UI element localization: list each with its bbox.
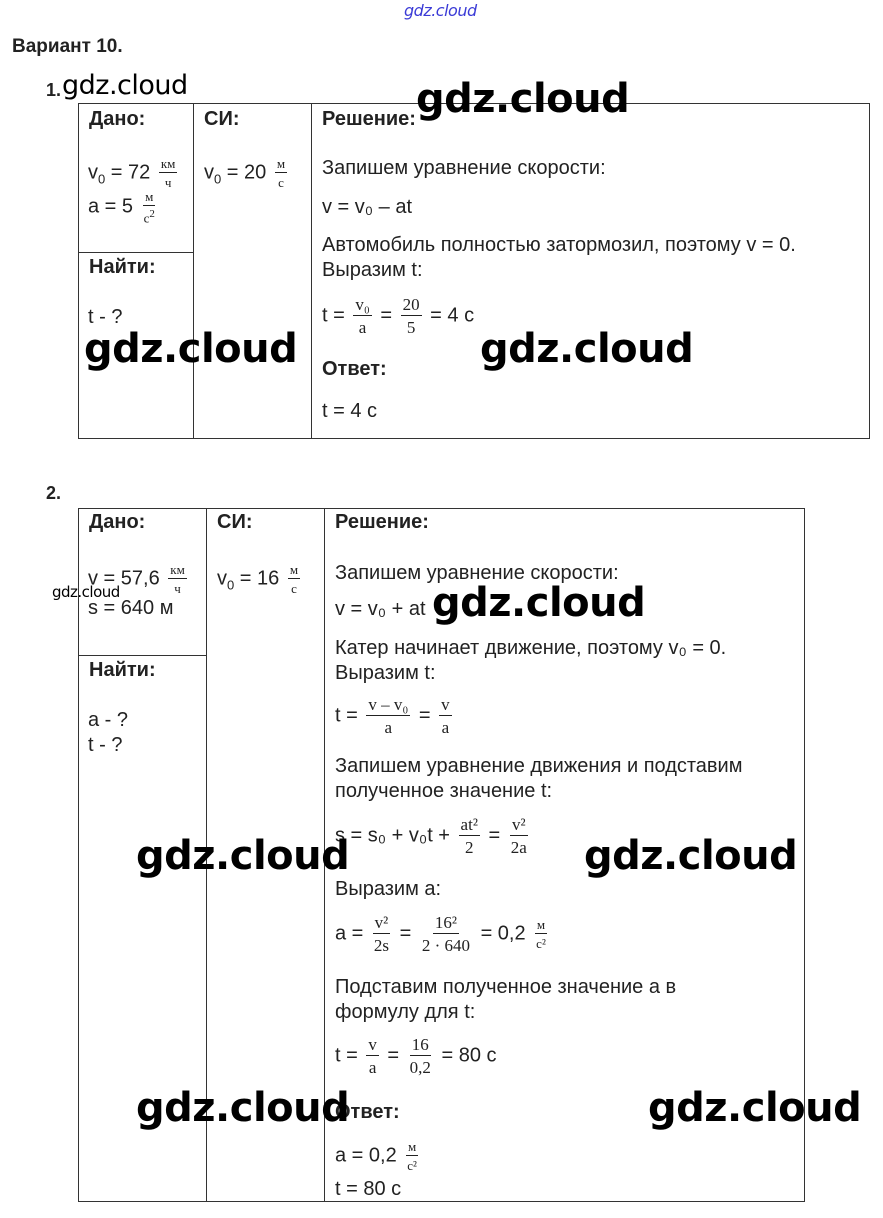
formula-t: t = $\frac{\text{v – v₀}}{a}$ = $\frac{v}{a}$ bbox=[335, 695, 450, 737]
answer-t: t = 80 с bbox=[335, 1178, 402, 1200]
given-v0: $v_0 = 72$ $\frac{км}{ч}$ bbox=[88, 156, 176, 190]
solution-line: Запишем уравнение скорости: bbox=[335, 562, 619, 584]
formula-s: s = s₀ + v₀t + $\frac{\text{at²}}{2}$ = $\frac{\text{v²}}{2a}$ bbox=[335, 815, 527, 857]
watermark: gdz.cloud bbox=[52, 583, 120, 601]
answer-a: a = 0,2 $\frac{м}{\text{с²}}$ bbox=[335, 1139, 417, 1173]
solution-line: Катер начинает движение, поэтому v₀ = 0. bbox=[335, 637, 727, 659]
watermark: gdz.cloud bbox=[480, 326, 694, 372]
find-t: t - ? bbox=[88, 306, 123, 328]
find-t: t - ? bbox=[88, 734, 123, 756]
watermark: gdz.cloud bbox=[136, 833, 350, 879]
column-divider bbox=[311, 103, 312, 439]
formula-a: a = $\frac{\text{v²}}{2s}$ = $\frac{\text{16²}}{2 \cdot 640}$ = 0,2 $\frac{м}{\text{с²}}$ bbox=[335, 913, 546, 955]
row-divider bbox=[78, 252, 193, 253]
solution-line: Выразим t: bbox=[335, 662, 436, 684]
solution-line: Подставим полученное значение a в bbox=[335, 976, 677, 998]
si-header: СИ: bbox=[217, 511, 253, 533]
watermark: gdz.cloud bbox=[416, 76, 630, 122]
formula-t: t = $\frac{\text{v₀}}{a}$ = $\frac{20}{5}$ = 4 с bbox=[322, 295, 475, 337]
find-a: a - ? bbox=[88, 709, 129, 731]
given-v: v = 57,6 $\frac{км}{ч}$ bbox=[88, 562, 185, 596]
variant-title: Вариант 10. bbox=[12, 36, 123, 57]
solution-line: v = v₀ – at bbox=[322, 196, 413, 218]
given-header: Дано: bbox=[89, 108, 146, 130]
problem1-table bbox=[78, 103, 870, 439]
watermark: gdz.cloud bbox=[584, 833, 798, 879]
solution-line: полученное значение t: bbox=[335, 780, 553, 802]
watermark: gdz.cloud bbox=[136, 1085, 350, 1131]
given-a: a = 5 $\frac{м}{с^2}$ bbox=[88, 189, 155, 226]
find-header: Найти: bbox=[89, 659, 156, 681]
problem1-number: 1. bbox=[46, 80, 62, 100]
row-divider bbox=[78, 655, 206, 656]
solution-line: Выразим t: bbox=[322, 259, 423, 281]
find-header: Найти: bbox=[89, 256, 156, 278]
solution-header: Решение: bbox=[322, 108, 416, 130]
si-v0: $v_0 = 16$ $\frac{м}{с}$ bbox=[217, 562, 299, 596]
formula-t-final: t = $\frac{v}{a}$ = $\frac{16}{0,2}$ = 80 с bbox=[335, 1035, 497, 1077]
column-divider bbox=[193, 103, 194, 439]
solution-line: формулу для t: bbox=[335, 1001, 476, 1023]
answer-header: Ответ: bbox=[335, 1101, 400, 1123]
si-v0: $v_0 = 20$ $\frac{м}{с}$ bbox=[204, 156, 286, 190]
watermark: gdz.cloud bbox=[432, 580, 646, 626]
problem2-number: 2. bbox=[46, 483, 62, 503]
watermark: gdz.cloud bbox=[62, 70, 188, 101]
answer-value: t = 4 с bbox=[322, 400, 378, 422]
answer-header: Ответ: bbox=[322, 358, 387, 380]
watermark: gdz.cloud bbox=[84, 326, 298, 372]
si-header: СИ: bbox=[204, 108, 240, 130]
given-s: s = 640 м bbox=[88, 597, 174, 619]
solution-line: Запишем уравнение движения и подставим bbox=[335, 755, 743, 777]
given-header: Дано: bbox=[89, 511, 146, 533]
solution-line: v = v₀ + at bbox=[335, 598, 426, 620]
solution-line: Запишем уравнение скорости: bbox=[322, 157, 606, 179]
watermark: gdz.cloud bbox=[648, 1085, 862, 1131]
solution-line: Выразим a: bbox=[335, 878, 442, 900]
watermark-top: gdz.cloud bbox=[404, 1, 477, 20]
solution-line: Автомобиль полностью затормозил, поэтому v = 0. bbox=[322, 234, 796, 256]
solution-header: Решение: bbox=[335, 511, 429, 533]
